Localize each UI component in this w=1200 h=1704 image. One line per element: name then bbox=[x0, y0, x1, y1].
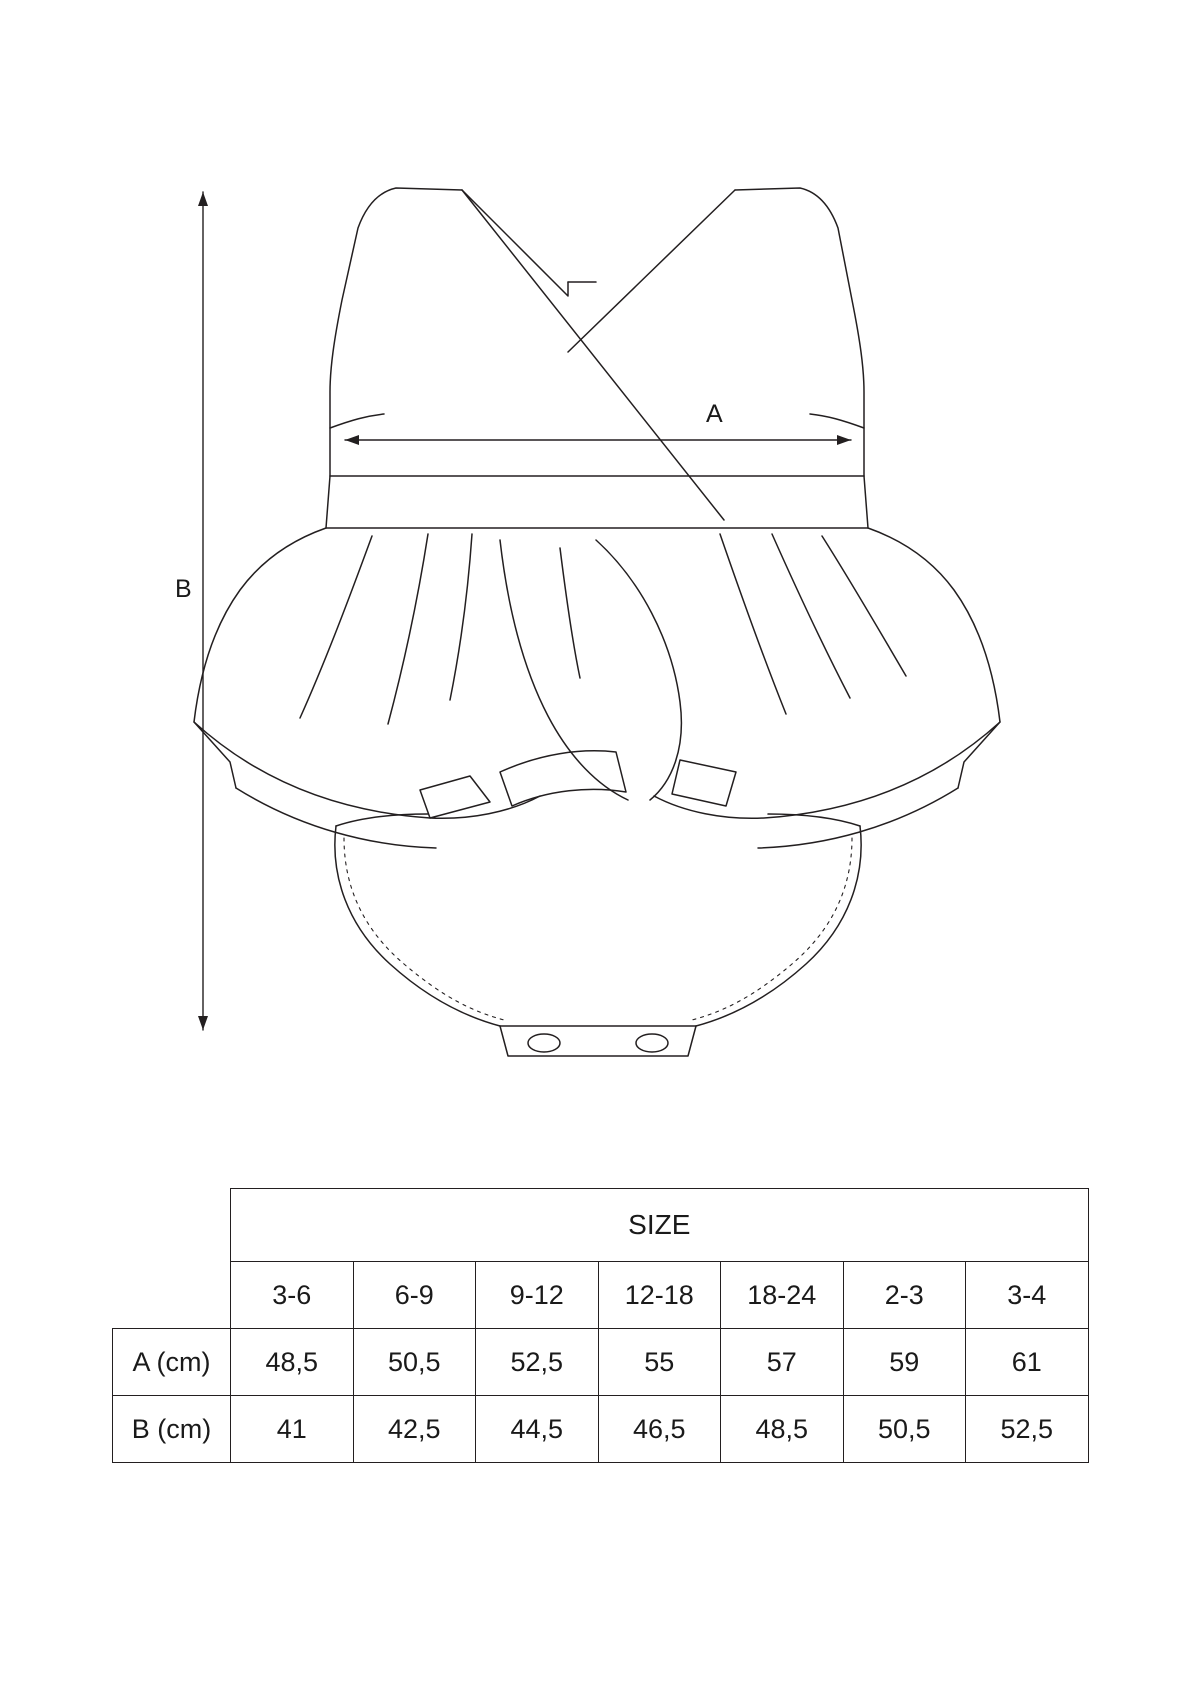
waistband-left-side bbox=[326, 476, 330, 528]
measurement-cell: 46,5 bbox=[598, 1396, 721, 1463]
size-cell: 6-9 bbox=[353, 1262, 476, 1329]
skirt-left-edge bbox=[194, 528, 326, 788]
dimension-label-b: B bbox=[175, 575, 192, 603]
skirt-hem-left-outer bbox=[194, 722, 540, 818]
neckline-right bbox=[568, 190, 735, 352]
dimension-arrow-b-top bbox=[198, 192, 208, 206]
bodice-right-edge bbox=[735, 188, 864, 476]
skirt-hem-right-outer bbox=[654, 722, 1000, 818]
skirt-wrap-front-edge bbox=[596, 540, 681, 800]
skirt-right-edge bbox=[868, 528, 1000, 788]
size-header-cell: SIZE bbox=[231, 1189, 1089, 1262]
dimension-arrow-a-left bbox=[345, 435, 359, 445]
size-chart bbox=[112, 1188, 1088, 1463]
measurement-cell: 48,5 bbox=[231, 1329, 354, 1396]
size-cell: 18-24 bbox=[721, 1262, 844, 1329]
waistband-right-side bbox=[864, 476, 868, 528]
snap-button-right bbox=[636, 1034, 668, 1052]
measurement-cell: 42,5 bbox=[353, 1396, 476, 1463]
neckline-left bbox=[462, 190, 568, 296]
pleat-4 bbox=[720, 534, 786, 714]
skirt-hem-left-inner bbox=[236, 788, 436, 848]
brief-left-edge bbox=[335, 826, 500, 1026]
measurement-cell: 57 bbox=[721, 1329, 844, 1396]
size-table bbox=[112, 1188, 1089, 1463]
dimension-label-a: A bbox=[706, 400, 723, 428]
measurement-label-b: B (cm) bbox=[113, 1396, 231, 1463]
size-cell: 9-12 bbox=[476, 1262, 599, 1329]
measurement-cell: 41 bbox=[231, 1396, 354, 1463]
dimension-arrow-b-bottom bbox=[198, 1016, 208, 1030]
measurement-cell: 52,5 bbox=[476, 1329, 599, 1396]
measurement-cell: 55 bbox=[598, 1329, 721, 1396]
skirt-hem-right-inner bbox=[758, 788, 958, 848]
table-corner-cell-2 bbox=[113, 1262, 231, 1329]
pleat-3 bbox=[450, 534, 472, 700]
brief-right-edge bbox=[696, 826, 861, 1026]
pleat-5 bbox=[772, 534, 850, 698]
bodice-left-edge bbox=[330, 188, 462, 476]
measurement-label-a: A (cm) bbox=[113, 1329, 231, 1396]
size-cell: 2-3 bbox=[843, 1262, 966, 1329]
armhole-left bbox=[330, 414, 384, 428]
table-row-sizes bbox=[113, 1262, 1089, 1329]
skirt-wrap-inner-line bbox=[560, 548, 580, 678]
leg-stitch-left bbox=[344, 838, 504, 1020]
hem-segment-right bbox=[672, 760, 736, 806]
leg-stitch-right bbox=[692, 838, 852, 1020]
measurement-cell: 50,5 bbox=[353, 1329, 476, 1396]
measurement-cell: 44,5 bbox=[476, 1396, 599, 1463]
measurement-cell: 48,5 bbox=[721, 1396, 844, 1463]
armhole-right bbox=[810, 414, 864, 428]
measurement-cell: 52,5 bbox=[966, 1396, 1089, 1463]
pleat-2 bbox=[388, 534, 428, 724]
size-cell: 3-6 bbox=[231, 1262, 354, 1329]
size-cell: 3-4 bbox=[966, 1262, 1089, 1329]
hem-segment-left bbox=[420, 776, 490, 818]
snap-button-left bbox=[528, 1034, 560, 1052]
table-corner-cell bbox=[113, 1189, 231, 1262]
size-cell: 12-18 bbox=[598, 1262, 721, 1329]
table-row bbox=[113, 1396, 1089, 1463]
measurement-cell: 50,5 bbox=[843, 1396, 966, 1463]
table-row bbox=[113, 1329, 1089, 1396]
pleat-6 bbox=[822, 536, 906, 676]
snap-placket bbox=[500, 1026, 696, 1056]
measurement-cell: 61 bbox=[966, 1329, 1089, 1396]
dimension-arrow-a-right bbox=[837, 435, 851, 445]
pleat-1 bbox=[300, 536, 372, 718]
table-row-size-header bbox=[113, 1189, 1089, 1262]
measurement-cell: 59 bbox=[843, 1329, 966, 1396]
brief-top-left bbox=[336, 814, 428, 826]
hem-segment-center bbox=[500, 751, 626, 806]
